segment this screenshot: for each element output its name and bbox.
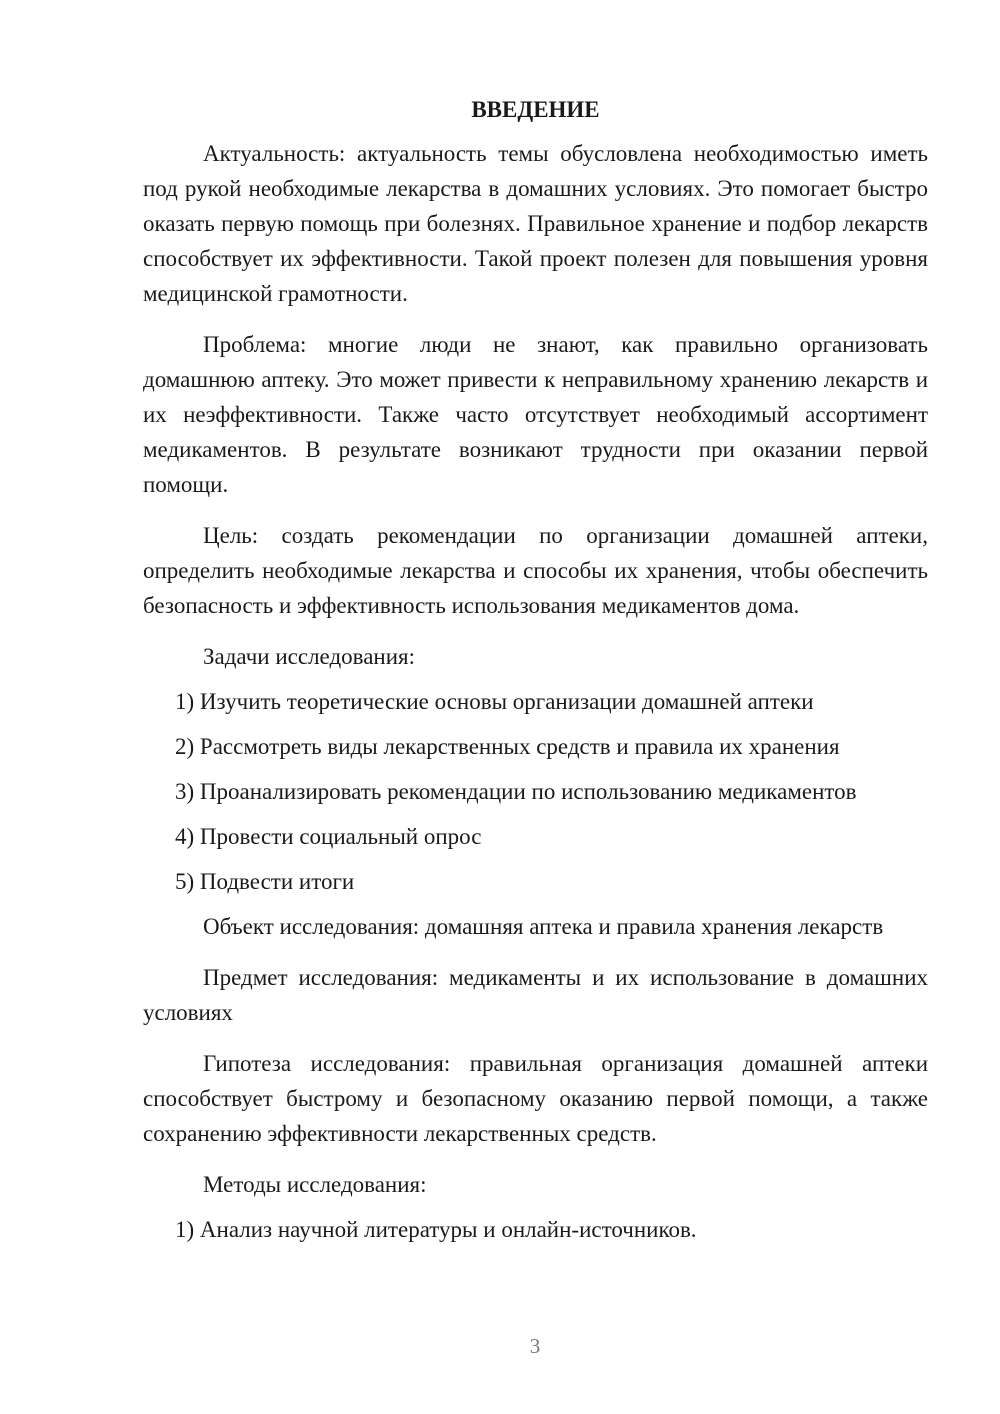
page-number: 3 (529, 1334, 541, 1358)
task-item: 3) Проанализировать рекомендации по использованию медикаментов (175, 779, 857, 804)
task-item: 1) Изучить теоретические основы организации домашней аптеки (175, 689, 814, 714)
task-item: 2) Рассмотреть виды лекарственных средств и правила их хранения (175, 734, 840, 759)
object-paragraph: Объект исследования: домашняя аптека и правила хранения лекарств (203, 914, 884, 939)
problem-paragraph: Проблема: многие люди не знают, как правильно организовать домашнюю аптеку. Это может привести к неправильному хранению лекарств и их неэффективности. Также часто отсутствует необходимый ассортимент медикаментов. В результате возникают трудности при оказании первой помощи. (143, 332, 928, 497)
methods-list (143, 1212, 928, 1247)
task-item: 5) Подвести итоги (175, 869, 355, 894)
method-item: 1) Анализ научной литературы и онлайн-источников. (175, 1217, 697, 1242)
tasks-list (143, 684, 928, 899)
task-item: 4) Провести социальный опрос (175, 824, 482, 849)
page-content (143, 92, 928, 1257)
relevance-paragraph: Актуальность: актуальность темы обусловлена необходимостью иметь под рукой необходимые лекарства в домашних условиях. Это помогает быстро оказать первую помощь при болезнях. Правильное хранение и подбор лекарств способствует их эффективности. Такой проект полезен для повышения уровня медицинской грамотности. (143, 141, 928, 306)
goal-paragraph: Цель: создать рекомендации по организации домашней аптеки, определить необходимые лекарства и способы их хранения, чтобы обеспечить безопасность и эффективность использования медикаментов дома. (143, 523, 928, 618)
tasks-heading: Задачи исследования: (203, 644, 416, 669)
methods-heading: Методы исследования: (203, 1172, 427, 1197)
subject-paragraph: Предмет исследования: медикаменты и их использование в домашних условиях (143, 965, 928, 1025)
page-title: ВВЕДЕНИЕ (471, 97, 600, 122)
hypothesis-paragraph: Гипотеза исследования: правильная организация домашней аптеки способствует быстрому и безопасному оказанию первой помощи, а также сохранению эффективности лекарственных средств. (143, 1051, 928, 1146)
